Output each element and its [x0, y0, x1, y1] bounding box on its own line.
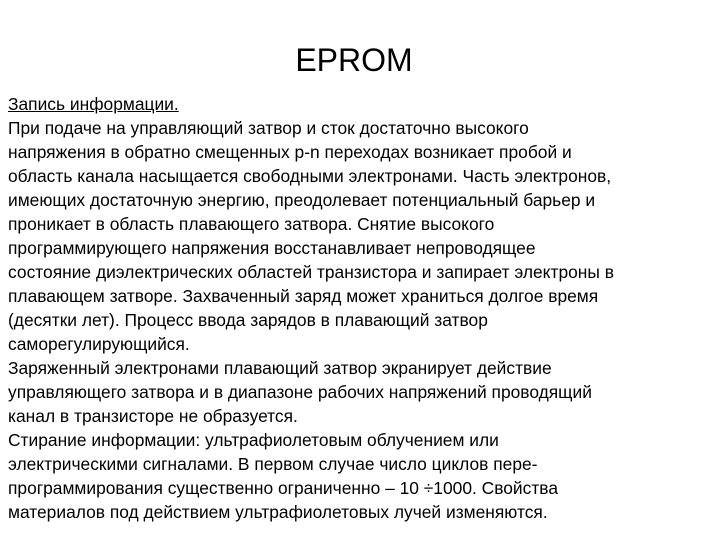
text-line: состояние диэлектрических областей транзистора и запирает электроны в	[8, 262, 614, 282]
text-line: Стирание информации: ультрафиолетовым облучением или	[8, 430, 499, 450]
text-line: проникает в область плавающего затвора. Снятие высокого	[8, 214, 495, 234]
text-line: программирования существенно ограниченно – 10 ÷1000. Свойства	[8, 478, 559, 498]
text-line: имеющих достаточную энергию, преодолевает потенциальный барьер и	[8, 190, 596, 210]
text-line: напряжения в обратно смещенных p-n переходах возникает пробой и	[8, 142, 572, 162]
text-line: (десятки лет). Процесс ввода зарядов в плавающий затвор	[8, 310, 488, 330]
text-line: программирующего напряжения восстанавливает непроводящее	[8, 238, 536, 258]
text-line: управляющего затвора и в диапазоне рабочих напряжений проводящий	[8, 382, 592, 402]
text-line: Заряженный электронами плавающий затвор экранирует действие	[8, 358, 552, 378]
text-line: электрическими сигналами. В первом случае число циклов пере-	[8, 454, 538, 474]
slide-body	[8, 92, 716, 524]
text-line: плавающем затворе. Захваченный заряд может храниться долгое время	[8, 286, 599, 306]
text-line: канал в транзисторе не образуется.	[8, 406, 298, 426]
text-line: При подаче на управляющий затвор и сток достаточно высокого	[8, 118, 529, 138]
text-line: материалов под действием ультрафиолетовых лучей изменяются.	[8, 502, 548, 522]
section-heading-recording: Запись информации.	[8, 94, 179, 114]
text-line: область канала насыщается свободными электронами. Часть электронов,	[8, 166, 612, 186]
text-line: саморегулирующийся.	[8, 334, 190, 354]
slide-title: EPROM	[295, 42, 413, 78]
